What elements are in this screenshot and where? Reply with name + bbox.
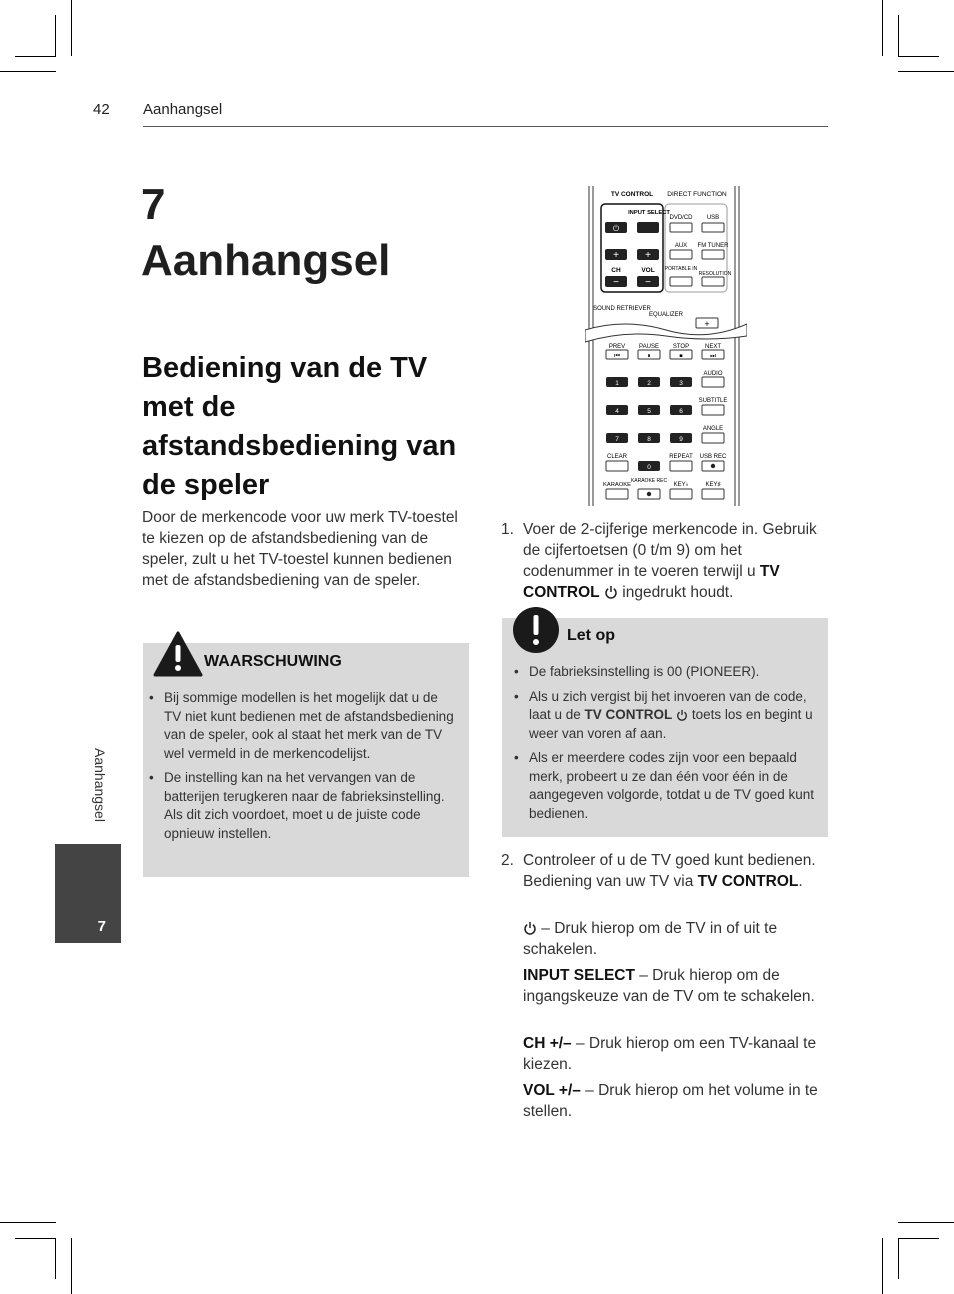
- note-box: [502, 618, 828, 837]
- list-item: • De instelling kan na het vervangen van de batterijen terugkeren naar de fabrieksinstelling. Als dit zich voordoet, moet u de juiste code opnieuw instellen.: [149, 769, 457, 843]
- label-audio: AUDIO: [703, 371, 723, 377]
- digit-label: 8: [647, 436, 651, 443]
- svg-text:⏹: ⏹: [679, 352, 683, 360]
- crop-mark: [882, 0, 883, 56]
- power-icon: [523, 921, 537, 935]
- label-pause: PAUSE: [639, 344, 659, 350]
- subtitle-button[interactable]: [702, 405, 724, 415]
- label-key-sharp: KEY♯: [705, 482, 721, 488]
- running-header: Aanhangsel: [143, 101, 223, 118]
- digit-label: 3: [679, 380, 683, 387]
- note-list: [514, 663, 822, 829]
- step-text: Bediening van uw TV via: [523, 873, 698, 890]
- label-aux: AUX: [674, 243, 688, 249]
- label-ch: CH: [611, 267, 621, 274]
- svg-text:+: +: [645, 250, 651, 261]
- label-stop: STOP: [672, 344, 690, 350]
- chapter-tab: [55, 844, 121, 943]
- aux-button[interactable]: [670, 250, 692, 259]
- desc-text: – Druk hierop om het volume in te stellen.: [523, 1082, 818, 1120]
- step-bold: TV CONTROL: [697, 873, 799, 890]
- crop-mark: [882, 1238, 883, 1294]
- label-resolution: RESOLUTION: [698, 271, 732, 277]
- list-item: • De fabrieksinstelling is 00 (PIONEER).: [514, 663, 822, 682]
- step-text: Controleer of u de TV goed kunt bedienen.: [523, 852, 816, 869]
- angle-button[interactable]: [702, 433, 724, 443]
- power-icon: [676, 709, 688, 721]
- label-equalizer: EQUALIZER: [648, 312, 684, 318]
- desc-text: – Druk hierop om de TV in of uit te schakelen.: [523, 920, 778, 958]
- crop-mark: [15, 1238, 56, 1239]
- note-text: Als u zich vergist bij het invoeren van de code, laat u de: [529, 688, 807, 722]
- dvd-cd-button[interactable]: [670, 223, 692, 232]
- section-title: Bediening van de TV met de afstandsbediening van de speler: [142, 352, 457, 501]
- crop-mark: [0, 1222, 56, 1223]
- svg-text:⏭: ⏭: [710, 352, 716, 360]
- digit-label: 4: [615, 408, 619, 415]
- key-flat-button[interactable]: [670, 489, 692, 499]
- chapter-tab-number: 7: [97, 918, 106, 935]
- page-number: 42: [93, 101, 110, 118]
- svg-text:+: +: [613, 250, 619, 261]
- digit-label: 2: [647, 380, 651, 387]
- chapter-number: 7: [141, 180, 166, 229]
- label-portable-in: PORTABLE IN: [664, 266, 698, 272]
- svg-text:⏸: ⏸: [647, 352, 651, 360]
- note-text: toets los en begint u weer van voren af aan.: [529, 707, 813, 741]
- desc-bold: CH +/–: [523, 1035, 572, 1052]
- crop-mark: [55, 15, 56, 56]
- desc-bold: VOL +/–: [523, 1082, 581, 1099]
- warning-title: WAARSCHUWING: [204, 653, 342, 670]
- crop-mark: [898, 56, 939, 57]
- label-karaoke: KARAOKE: [602, 482, 632, 488]
- label-sound-retriever: SOUND RETRIEVER: [593, 306, 651, 312]
- repeat-button[interactable]: [670, 461, 692, 471]
- label-next: NEXT: [704, 344, 722, 350]
- warning-list: [149, 689, 457, 849]
- svg-text:−: −: [645, 277, 651, 288]
- digit-label: 0: [647, 464, 651, 471]
- label-angle: ANGLE: [702, 426, 724, 432]
- note-bold: TV CONTROL: [584, 707, 673, 722]
- svg-text:⏻: ⏻: [612, 224, 620, 233]
- crop-mark: [55, 1238, 56, 1279]
- label-prev: PREV: [608, 344, 626, 350]
- warning-box: [143, 643, 469, 877]
- label-direct-function: DIRECT FUNCTION: [667, 191, 727, 198]
- label-repeat: REPEAT: [669, 454, 693, 460]
- audio-button[interactable]: [702, 377, 724, 387]
- resolution-button[interactable]: [702, 277, 724, 286]
- step-1: [501, 519, 831, 603]
- side-label-text: Aanhangsel: [92, 748, 108, 822]
- digit-label: 9: [679, 436, 683, 443]
- svg-text:⏮: ⏮: [614, 352, 620, 360]
- karaoke-button[interactable]: [606, 489, 628, 499]
- vol-description: [523, 1080, 829, 1122]
- list-item: • Als er meerdere codes zijn voor een bepaald merk, probeert u ze dan één voor één in de aangegeven volgorde, totdat u de TV goed kunt bedienen.: [514, 749, 822, 823]
- portable-in-button[interactable]: [670, 277, 692, 286]
- label-vol: VOL: [641, 267, 655, 274]
- label-usb-rec: USB REC: [699, 454, 727, 460]
- label-subtitle: SUBTITLE: [698, 398, 728, 404]
- digit-label: 6: [679, 408, 683, 415]
- digit-label: 7: [615, 436, 619, 443]
- input-select-description: [523, 965, 829, 1007]
- side-label: [92, 748, 108, 838]
- ch-description: [523, 1033, 829, 1075]
- remote-control-illustration: [585, 186, 747, 506]
- step-bold: TV CONTROL: [523, 563, 780, 601]
- list-item: [514, 688, 822, 744]
- digit-label: 1: [615, 380, 619, 387]
- svg-text:−: −: [613, 277, 619, 288]
- exclamation-icon: [512, 606, 560, 654]
- crop-mark: [898, 15, 899, 56]
- desc-text: – Druk hierop om de ingangskeuze van de TV om te schakelen.: [523, 967, 815, 1005]
- clear-button[interactable]: [606, 461, 628, 471]
- power-icon: [604, 585, 618, 599]
- label-key-flat: KEY♭: [673, 482, 689, 488]
- step-number: 2.: [501, 852, 514, 869]
- note-title: Let op: [567, 627, 615, 644]
- label-tv-control: TV CONTROL: [610, 191, 654, 198]
- crop-mark: [71, 0, 72, 56]
- desc-text: – Druk hierop om een TV-kanaal te kiezen.: [523, 1035, 817, 1073]
- label-fm-tuner: FM TUNER: [697, 243, 729, 249]
- label-dvd-cd: DVD/CD: [669, 215, 693, 221]
- crop-mark: [898, 1238, 899, 1279]
- chapter-title: Aanhangsel: [141, 236, 391, 285]
- step-number: 1.: [501, 521, 514, 538]
- label-karaoke-rec: KARAOKE REC: [630, 478, 668, 484]
- crop-mark: [898, 71, 954, 72]
- step-text: ingedrukt houdt.: [617, 584, 734, 601]
- crop-mark: [898, 1222, 954, 1223]
- input-select-button[interactable]: [637, 222, 659, 233]
- label-clear: CLEAR: [606, 454, 628, 460]
- power-description: [523, 918, 829, 960]
- step-text: Voer de 2-cijferige merkencode in. Gebruik de cijfertoetsen (0 t/m 9) om het codenummer in te voeren terwijl u: [523, 521, 817, 580]
- fm-tuner-button[interactable]: [702, 250, 724, 259]
- desc-bold: INPUT SELECT: [523, 967, 635, 984]
- crop-mark: [0, 71, 56, 72]
- digit-label: 5: [647, 408, 651, 415]
- label-usb: USB: [706, 215, 720, 221]
- header-rule: [143, 126, 828, 127]
- crop-mark: [71, 1238, 72, 1294]
- svg-text:+: +: [704, 319, 710, 329]
- crop-mark: [898, 1238, 939, 1239]
- key-sharp-button[interactable]: [702, 489, 724, 499]
- list-item: • Bij sommige modellen is het mogelijk dat u de TV niet kunt bedienen met de afstandsbediening van de speler, ook al staat het merk van de TV wel vermeld in de merkencodelijst.: [149, 689, 457, 763]
- step-2: [501, 850, 831, 892]
- usb-button[interactable]: [702, 223, 724, 232]
- label-input-select: INPUT SELECT: [628, 210, 670, 216]
- warning-triangle-icon: [153, 631, 203, 677]
- intro-paragraph: Door de merkencode voor uw merk TV-toestel te kiezen op de afstandsbediening van de speler, zult u het TV-toestel kunnen bedienen met de afstandsbediening van de speler.: [142, 509, 458, 589]
- step-text: .: [798, 873, 803, 890]
- crop-mark: [15, 56, 56, 57]
